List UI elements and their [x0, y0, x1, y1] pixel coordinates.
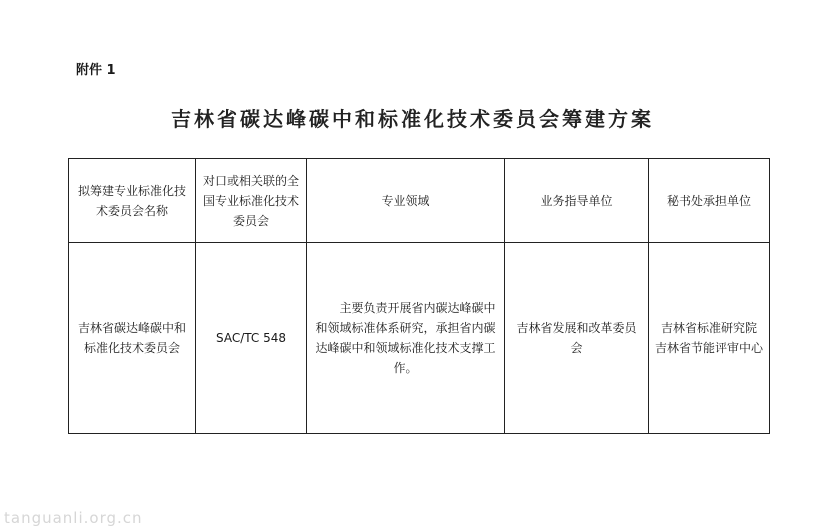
cell-committee-name: 吉林省碳达峰碳中和标准化技术委员会 — [69, 243, 196, 434]
header-committee-name: 拟筹建专业标准化技术委员会名称 — [69, 159, 196, 243]
header-professional-field: 专业领域 — [307, 159, 505, 243]
table-header-row — [69, 159, 770, 243]
plan-table — [68, 158, 770, 434]
cell-national-counterpart: SAC/TC 548 — [196, 243, 307, 434]
cell-professional-field: 主要负责开展省内碳达峰碳中和领域标准体系研究，承担省内碳达峰碳中和领域标准化技术支撑工作。 — [307, 243, 505, 434]
header-secretariat-unit: 秘书处承担单位 — [649, 159, 770, 243]
attachment-label: 附件 1 — [76, 63, 116, 78]
header-supervising-unit: 业务指导单位 — [505, 159, 649, 243]
header-national-counterpart: 对口或相关联的全国专业标准化技术委员会 — [196, 159, 307, 243]
watermark-text: tanguanli.org.cn — [4, 509, 143, 527]
document-title: 吉林省碳达峰碳中和标准化技术委员会筹建方案 — [171, 107, 654, 131]
cell-secretariat-unit — [649, 243, 770, 434]
secretariat-line-1: 吉林省标准研究院 — [660, 321, 757, 335]
cell-supervising-unit: 吉林省发展和改革委员会 — [505, 243, 649, 434]
secretariat-line-2: 吉林省节能评审中心 — [655, 341, 764, 355]
table-row — [69, 243, 770, 434]
